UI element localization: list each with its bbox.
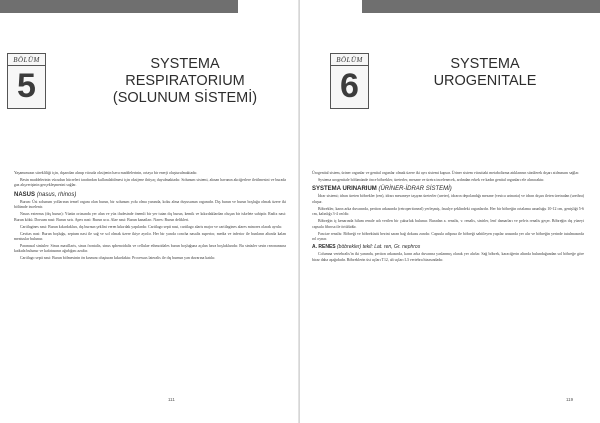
sub-heading-italic: (böbrekler) tekil: Lat. ren, Gr. nephros — [337, 244, 421, 251]
sub-heading — [312, 244, 584, 251]
section-heading-italic: (ÜRİNER-İDRAR SİSTEMİ) — [378, 186, 452, 193]
paragraph: Paranasal sinüsler: Sinus maxillaris, sinus frontalis, sinus sphenoidalis ve cellulae ethmoidales burun boşluğuna açılan hava boşluklarıdır. Bu sinüsler sesin rezonansına katkıda bulunur ve kafatasının ağırlığını azaltır. — [14, 244, 286, 254]
paragraph: İdrar sistemi; idrarı üreten böbrekler (ren), idrarı mesaneye taşıyan üreterler (ureter), idrarın depolandığı mesane (vesica urinaria) ve idrarı dışarı ileten üretradan (urethra) oluşur. — [312, 194, 584, 204]
chapter-title-line2: (SOLUNUM SİSTEMİ) — [112, 90, 258, 106]
body-text — [14, 171, 286, 263]
chapter-title-line1: SYSTEMA UROGENITALE — [433, 56, 537, 89]
page-number: 111 — [168, 397, 175, 402]
paragraph: Fasciae renalis: Böbreği ve böbreküstü bezini saran bağ dokusu zarıdır. Capsula adiposa ile böbreği sabitleyen yapılar arasında yer alır ve böbreğin yerinde tutulmasında rol oynar. — [312, 231, 584, 242]
paragraph: Böbreğin iç kenarında hilum renale adı verilen bir çukurluk bulunur. Buradan a. renalis, v. renalis, sinirler, lenf damarları ve pelvis renalis geçer. Böbreğin dış yüzeyi capsula fibrosa ile örtülüdür. — [312, 219, 584, 229]
chapter-title-line1: SYSTEMA RESPIRATORIUM — [125, 56, 245, 89]
body-text — [312, 171, 584, 265]
header-bar — [0, 0, 238, 13]
section-heading — [14, 191, 286, 199]
paragraph: Cavitas nasi: Burun boşluğu, septum nasi ile sağ ve sol olmak üzere ikiye ayrılır. Her bir yarıda concha nasalis superior, media ve inferior ile bunların altında kalan meatuslar bulunur. — [14, 231, 286, 242]
section-heading-text: SYSTEMA URINARIUM — [312, 186, 377, 193]
paragraph: Böbrekler, karın arka duvarında, periton arkasında (retroperitoneal) yerleşmiş, fasulye şeklindeki organlardır. Her bir böbreğin ortalama uzunluğu 10-12 cm, genişliği 5-6 cm, kalınlığı 3-4 cm'dir. — [312, 206, 584, 217]
paragraph: Cartilagines nasi: Burun kıkırdakları, dış burnun şeklini veren kıkırdak yapılardır. Cartilago septi nasi, cartilago alaris major ve cartilagines alares minores olarak ayrılır. — [20, 224, 283, 229]
sub-heading-text: A. RENES — [312, 244, 336, 251]
intro-paragraph: Systema urogenitale bölümünde önce böbrekler, üreterler, mesane ve üretra incelenecek, ardından erkek ve kadın genital organları ele alınacaktır. — [318, 178, 545, 182]
paragraph: Cartilago septi nasi: Burun bölmesinin ön kısmını oluşturan kıkırdaktır. Processus lateralis ile dış burnun yan duvarına katılır. — [20, 256, 216, 261]
chapter-label: BÖLÜM — [331, 54, 368, 66]
intro-paragraph: Ürogenital sistem, üriner organlar ve genital organlar olmak üzere iki ayrı sistemi kapsar. Üriner sistem vücuttaki metabolizma atıklarının süzülerek dışarı atılmasını sağlar. — [312, 171, 580, 175]
page-number: 119 — [566, 397, 574, 402]
chapter-box — [330, 53, 369, 109]
section-heading-text: NASUS — [14, 191, 36, 198]
paragraph: Burun: Üst solunum yollarının temel organı olan burun, bir solunum yolu olma yanında, koku alma duyusunun organıdır. Dış burun ve burun boşluğu olmak üzere iki bölümde incelenir. — [14, 199, 286, 210]
paragraph: Nasus externus (dış burun): Yüzün ortasında yer alan ve yüz ifadesinde önemli bir yer tutan dış burun, kemik ve kıkırdaklardan oluşan bir iskelete sahiptir. Radix nasi: Burun kökü. Dorsum nasi: Burun sırtı. Apex nasi: Burun ucu. Alae nasi: Burun kanatları. Nares: Burun delikleri. — [14, 212, 286, 222]
chapter-title — [400, 56, 570, 90]
chapter-label: BÖLÜM — [8, 54, 45, 66]
chapter-box — [7, 53, 46, 109]
section-heading-italic: (nasus, rhinos) — [36, 191, 77, 198]
right-page — [300, 0, 600, 423]
chapter-number: 6 — [340, 67, 359, 105]
section-heading — [312, 185, 584, 193]
chapter-number: 5 — [17, 67, 36, 105]
intro-paragraph: Yaşamımızın sürekliliği için, dışarıdan alınıp vücuda oksijenin hava maddelerinin, ortaya bir enerji oluşturulmaktadır. — [14, 171, 198, 175]
chapter-title — [100, 56, 270, 107]
header-bar — [362, 0, 600, 13]
intro-paragraph: Besin maddelerinin vücudun hücreleri tarafından kullanılabilmesi için oksijene ihtiyaç duyulmaktadır. Solunum sistemi, alınan havanın akciğerlere iletilmesini ve burada gaz alışverişinin gerçekleşmesini sağlar. — [14, 178, 286, 188]
paragraph: Columna vertebralis'in iki yanında, periton arkasında, karın arka duvarına yaslanmış olarak yer alırlar. Sağ böbrek, karaciğerin altında bulunduğundan sol böbreğe göre biraz daha aşağıdadır. Böbreklerin üst uçları T12, alt uçları L3 vertebra hizasındadır. — [312, 252, 584, 262]
